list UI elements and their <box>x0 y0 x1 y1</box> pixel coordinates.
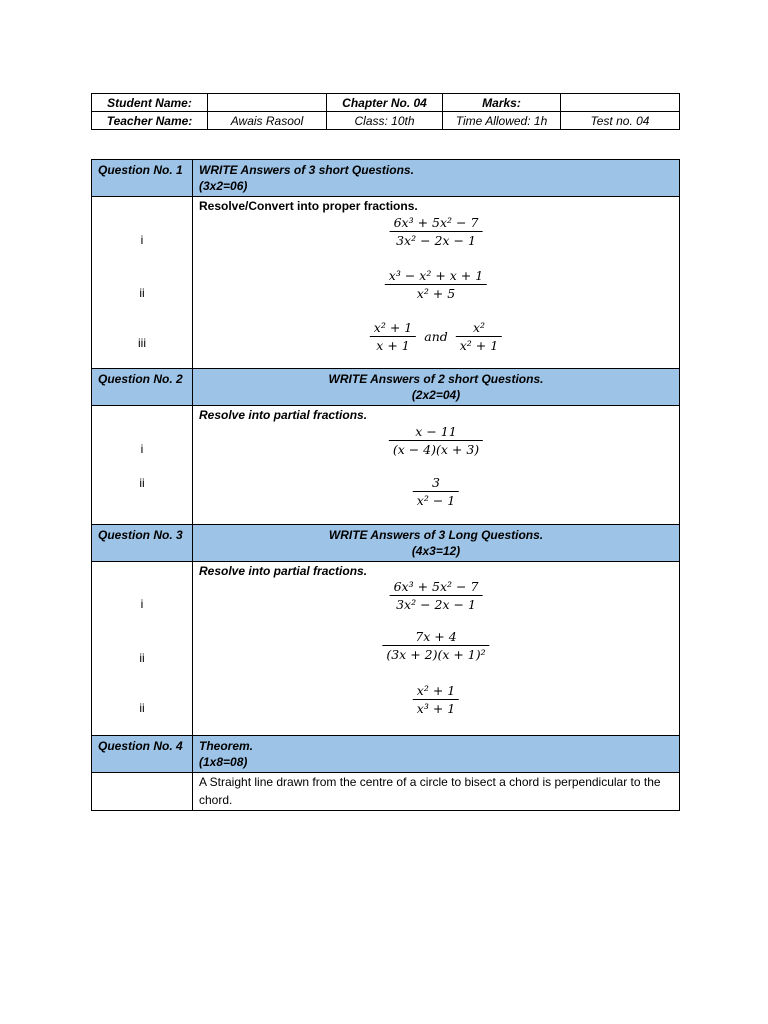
question-header-row <box>92 736 680 773</box>
question-instruction: Resolve/Convert into proper fractions. <box>199 199 418 213</box>
fraction-numerator: 7x + 4 <box>415 629 457 644</box>
question-header-row <box>92 525 680 562</box>
item-index: ii <box>139 651 145 665</box>
fraction-numerator: x² + 1 <box>373 320 413 335</box>
student-name-label: Student Name: <box>92 94 208 112</box>
fraction-numerator: 6x³ + 5x² − 7 <box>393 215 479 230</box>
item-index-column <box>92 197 193 369</box>
fraction-numerator: x² + 1 <box>416 683 456 698</box>
fraction-denominator: x³ + 1 <box>416 701 456 716</box>
question-header-row <box>92 160 680 197</box>
fraction-denominator: 3x² − 2x − 1 <box>396 233 476 248</box>
question-instruction: Resolve into partial fractions. <box>199 564 368 578</box>
question-label: Question No. 2 <box>92 369 193 406</box>
question-title-cell <box>193 160 680 197</box>
fraction-numerator: 3 <box>432 475 440 490</box>
fraction-denominator: x² + 1 <box>459 338 499 353</box>
marks-value <box>561 94 680 112</box>
question-body-row <box>92 197 680 369</box>
question-label: Question No. 3 <box>92 525 193 562</box>
question-title-cell <box>193 736 680 773</box>
question-marks: (2x2=04) <box>411 388 461 402</box>
fraction-denominator: x² − 1 <box>416 493 456 508</box>
item-index-column <box>92 773 193 811</box>
question-title: WRITE Answers of 3 Long Questions. <box>328 528 544 542</box>
question-title-cell <box>193 525 680 562</box>
question-body <box>193 773 680 811</box>
teacher-name-label: Teacher Name: <box>92 112 208 130</box>
item-index-column <box>92 562 193 736</box>
question-title: WRITE Answers of 2 short Questions. <box>328 372 544 386</box>
item-index: i <box>140 442 144 456</box>
question-body <box>193 406 680 525</box>
item-index: i <box>140 233 144 247</box>
questions-table <box>91 159 680 811</box>
fraction-expression <box>382 628 489 663</box>
fraction-denominator: (3x + 2)(x + 1)² <box>386 647 486 662</box>
item-index: ii <box>139 286 145 300</box>
question-body <box>193 562 680 736</box>
fraction-denominator: x + 1 <box>376 338 410 353</box>
question-body <box>193 197 680 369</box>
question-body-row <box>92 773 680 811</box>
question-header-row <box>92 369 680 406</box>
item-index: ii <box>139 701 145 715</box>
question-instruction: Resolve into partial fractions. <box>199 408 368 422</box>
fraction-expression <box>413 682 459 717</box>
question-marks: (1x8=08) <box>199 755 248 769</box>
fraction-numerator: 6x³ + 5x² − 7 <box>393 579 479 594</box>
fraction-denominator: x² + 5 <box>416 286 456 301</box>
time-allowed: Time Allowed: 1h <box>443 112 561 130</box>
fraction-numerator: x − 11 <box>415 424 457 439</box>
fraction-expression <box>389 423 483 458</box>
fraction-expression <box>456 319 502 354</box>
question-body-row <box>92 562 680 736</box>
fraction-expression <box>385 267 487 302</box>
question-title: Theorem. <box>199 739 254 753</box>
item-index: iii <box>138 336 146 350</box>
fraction-pair-expression <box>370 319 502 354</box>
fraction-denominator: 3x² − 2x − 1 <box>396 597 476 612</box>
question-label: Question No. 1 <box>92 160 193 197</box>
theorem-statement: A Straight line drawn from the centre of a circle to bisect a chord is perpendicular to the chord. <box>199 775 661 807</box>
question-label: Question No. 4 <box>92 736 193 773</box>
item-index: ii <box>139 476 145 490</box>
item-index: i <box>140 597 144 611</box>
marks-label: Marks: <box>443 94 561 112</box>
question-body-row <box>92 406 680 525</box>
class-info: Class: 10th <box>327 112 443 130</box>
joiner-word: and <box>424 329 448 344</box>
chapter-number: Chapter No. 04 <box>327 94 443 112</box>
student-name-value <box>208 94 327 112</box>
item-index-column <box>92 406 193 525</box>
fraction-expression <box>390 578 483 613</box>
fraction-expression <box>390 214 483 249</box>
test-number: Test no. 04 <box>561 112 680 130</box>
fraction-numerator: x² <box>472 320 486 335</box>
question-title-cell <box>193 369 680 406</box>
fraction-expression <box>413 474 459 509</box>
fraction-denominator: (x − 4)(x + 3) <box>392 442 480 457</box>
fraction-numerator: x³ − x² + x + 1 <box>388 268 484 283</box>
fraction-expression <box>370 319 416 354</box>
question-title: WRITE Answers of 3 short Questions. <box>199 163 414 177</box>
question-marks: (3x2=06) <box>199 179 248 193</box>
header-info-table <box>91 93 680 130</box>
teacher-name-value: Awais Rasool <box>208 112 327 130</box>
question-marks: (4x3=12) <box>411 544 461 558</box>
